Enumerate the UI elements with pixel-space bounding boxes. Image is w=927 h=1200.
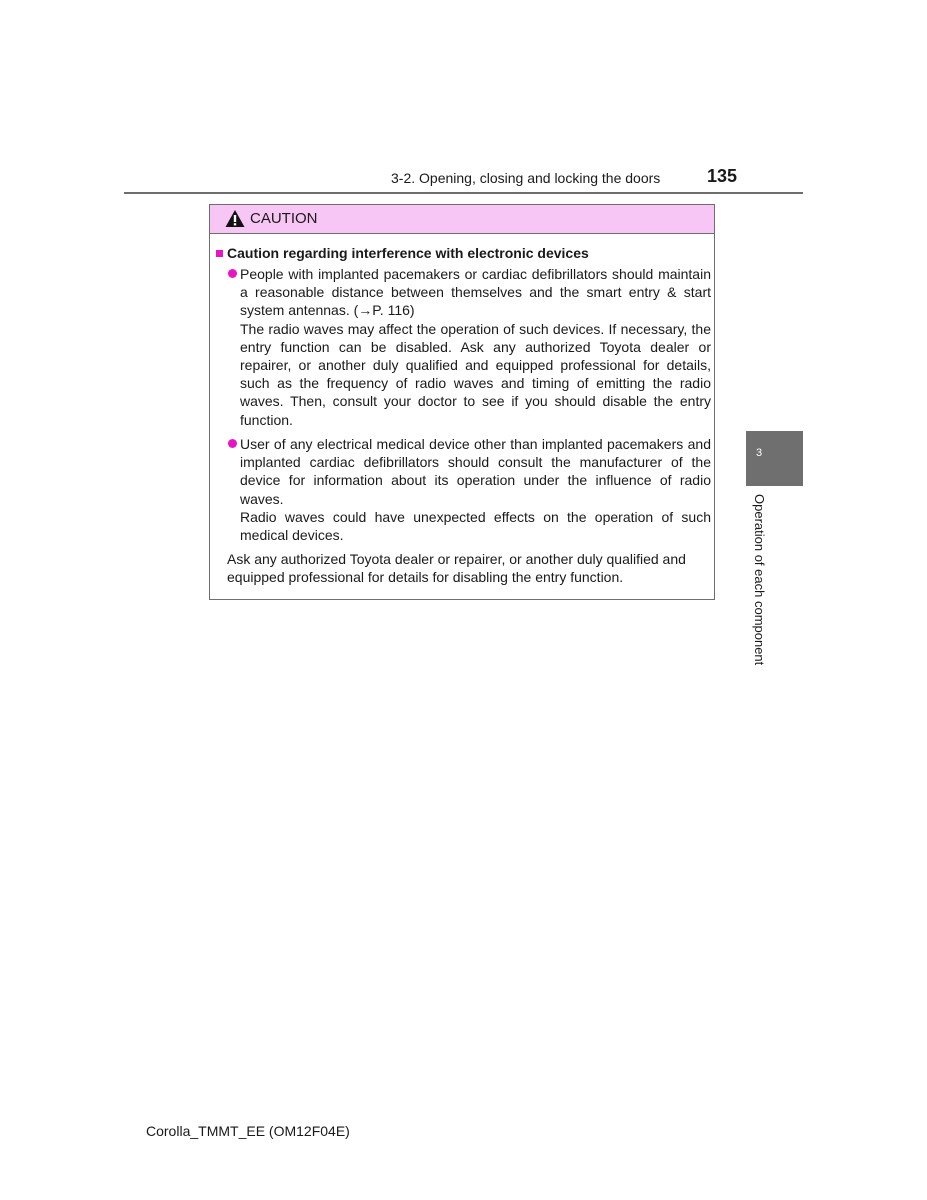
square-bullet-icon	[216, 250, 223, 257]
item-paragraph: The radio waves may affect the operation of such devices. If necessary, the entry function can be disabled. Ask any authorized Toyota dealer or repairer, or another duly qualified and equipped professional for details, such as the frequency of radio waves and timing of emitting the radio waves. Then, consult your doctor to see if you should disable the entry function.	[240, 320, 711, 428]
closing-paragraph: Ask any authorized Toyota dealer or repairer, or another duly qualified and equipped professional for details for disabling the entry function.	[227, 551, 686, 586]
caution-heading-text: Caution regarding interference with electronic devices	[227, 245, 589, 261]
section-title: 3-2. Opening, closing and locking the doors	[391, 170, 661, 186]
header-divider	[124, 192, 803, 194]
caution-content	[210, 234, 714, 599]
page-number: 135	[707, 166, 738, 186]
item-paragraph: Radio waves could have unexpected effects on the operation of such medical devices.	[240, 508, 711, 544]
caution-title: CAUTION	[250, 210, 318, 227]
chapter-tab	[746, 431, 803, 486]
document-code: Corolla_TMMT_EE (OM12F04E)	[146, 1123, 350, 1139]
round-bullet-icon	[228, 269, 237, 278]
list-item	[240, 435, 711, 544]
chapter-number: 3	[756, 447, 763, 459]
item-paragraph: User of any electrical medical device other than implanted pacemakers and implanted cardiac defibrillators should consult the manufacturer of the device for information about its operation under the influence of radio waves.	[240, 436, 711, 507]
list-item	[240, 265, 711, 429]
chapter-title: Operation of each component	[752, 494, 767, 666]
caution-header	[210, 205, 714, 234]
warning-triangle-icon	[225, 209, 245, 228]
caution-heading	[216, 244, 589, 262]
item-paragraph: People with implanted pacemakers or cardiac defibrillators should maintain a reasonable distance between themselves and the smart entry & start system antennas. (→P. 116)	[240, 266, 711, 319]
round-bullet-icon	[228, 439, 237, 448]
caution-box	[209, 204, 715, 600]
